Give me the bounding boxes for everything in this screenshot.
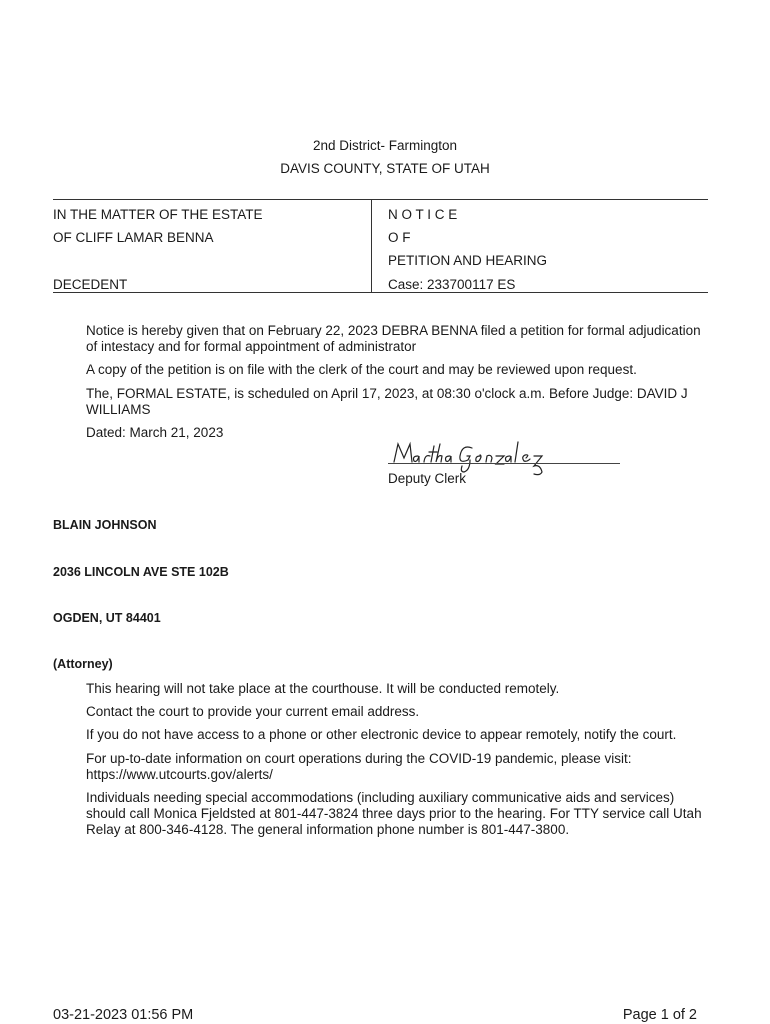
signer-title: Deputy Clerk: [388, 471, 467, 486]
attorney-address-1: 2036 LINCOLN AVE STE 102B: [53, 565, 229, 579]
attorney-name: BLAIN JOHNSON: [53, 518, 157, 532]
notice-paragraph-2: A copy of the petition is on file with the clerk of the court and may be reviewed upon request.: [86, 362, 637, 377]
court-district: 2nd District- Farmington: [312, 138, 458, 153]
dated-line: Dated: March 21, 2023: [86, 425, 224, 440]
caption-divider: [371, 199, 372, 292]
caption-top-rule: [53, 199, 708, 200]
signature-line: [388, 463, 620, 464]
caption-estate-line1: IN THE MATTER OF THE ESTATE: [53, 207, 263, 222]
remote-info-3: If you do not have access to a phone or other electronic device to appear remotely, notify the court.: [86, 727, 677, 742]
remote-info-2: Contact the court to provide your current email address.: [86, 704, 420, 719]
caption-notice-title: N O T I C E: [388, 207, 458, 222]
attorney-role: (Attorney): [53, 657, 113, 671]
remote-info-1: This hearing will not take place at the courthouse. It will be conducted remotely.: [86, 681, 560, 696]
caption-case-number: Case: 233700117 ES: [388, 277, 516, 292]
caption-of: O F: [388, 230, 411, 245]
notice-paragraph-1: Notice is hereby given that on February 22, 2023 DEBRA BENNA filed a petition for formal adjudication of intestacy and for formal appointment of administrator: [86, 323, 701, 354]
attorney-address-2: OGDEN, UT 84401: [53, 611, 161, 625]
footer-page-number: Page 1 of 2: [622, 1007, 697, 1023]
court-county: DAVIS COUNTY, STATE OF UTAH: [280, 161, 490, 176]
caption-bottom-rule: [53, 292, 708, 293]
remote-info-4: For up-to-date information on court operations during the COVID-19 pandemic, please visit: https://www.utcourts.gov/alerts/: [86, 751, 632, 782]
caption-petition-hearing: PETITION AND HEARING: [388, 253, 548, 268]
footer-timestamp: 03-21-2023 01:56 PM: [53, 1007, 194, 1023]
caption-decedent: DECEDENT: [53, 277, 128, 292]
remote-info-5: Individuals needing special accommodations (including auxiliary communicative aids and services) should call Monica Fjeldsted at 801-447-3824 three days prior to the hearing. For TTY service call Utah Relay at 800-346-4128. The general information phone number is 801-447-3800.: [86, 790, 702, 837]
notice-paragraph-3: The, FORMAL ESTATE, is scheduled on April 17, 2023, at 08:30 o'clock a.m. Before Judge: DAVID J WILLIAMS: [86, 386, 688, 417]
caption-estate-line2: OF CLIFF LAMAR BENNA: [53, 230, 214, 245]
